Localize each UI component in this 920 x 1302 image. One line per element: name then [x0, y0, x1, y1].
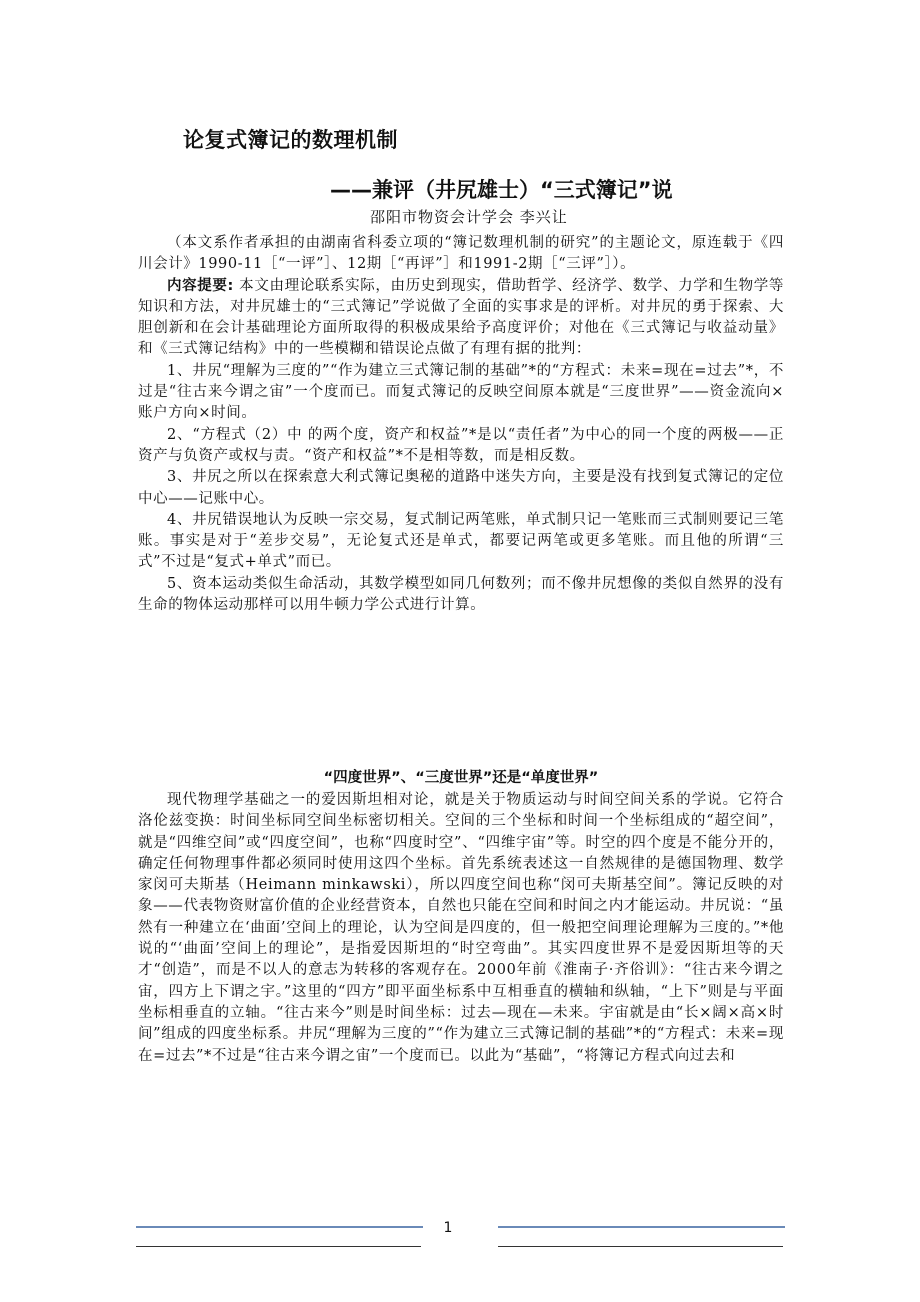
abstract-paragraph — [138, 276, 784, 361]
section-body-block — [138, 790, 784, 1067]
section-heading: “四度世界”、“三度世界”还是“单度世界” — [323, 770, 599, 786]
abstract-text: 本文由理论联系实际，由历史到现实，借助哲学、经济学、数学、力学和生物学等知识和方法，对井尻雄士的“三式簿记”学说做了全面的实事求是的评析。对井尻的勇于探索、大胆创新和在会计基础理论方面所取得的积极成果给予高度评价；对他在《三式簿记与收益动量》和《三式簿记结构》中的一些模糊和错误论点做了有理有据的批判： — [138, 277, 784, 358]
footer-rule-left-top — [136, 1226, 423, 1228]
source-note: （本文系作者承担的由湖南省科委立项的“簿记数理机制的研究”的主题论文，原连载于《四川会计》1990-11［“一评”］、12期［“再评”］和1991-2期［“三评”］）。 — [138, 235, 784, 273]
footer-rule-right-top — [498, 1226, 785, 1228]
section-paragraph: 现代物理学基础之一的爱因斯坦相对论，就是关于物质运动与时间空间关系的学说。它符合洛伦兹变换：时间坐标同空间坐标密切相关。空间的三个坐标和时间一个坐标组成的“超空间”，就是“四维空间”或“四度空间”，也称“四度时空”、“四维宇宙”等。时空的四个度是不能分开的，确定任何物理事件都必须同时使用这四个坐标。首先系统表述这一自然规律的是德国物理、数学家闵可夫斯基（Heimann minkawski），所以四度空间也称“闵可夫斯基空间”。簿记反映的对象——代表物资财富价值的企业经营资本，自然也只能在空间和时间之内才能运动。井尻说：“虽然有一种建立在‘曲面’空间上的理论，认为空间是四度的，但一般把空间理论理解为三度的。”*他说的“‘曲面’空间上的理论”，是指爱因斯坦的“时空弯曲”。其实四度世界不是爱因斯坦等的天才“创造”，而是不以人的意志为转移的客观存在。2000年前《淮南子·齐俗训》：“往古来今谓之宙，四方上下谓之宇。”这里的“四方”即平面坐标系中互相垂直的横轴和纵轴，“上下”则是与平面坐标相垂直的立轴。“往古来今”则是时间坐标：过去—现在—未来。宇宙就是由“长×阔×高×时间”组成的四度坐标系。井尻“理解为三度的”“作为建立三式簿记制的基础”*的“方程式：未来=现在=过去”*不过是“往古来今谓之宙”一个度而已。以此为“基础”，“将簿记方程式向过去和 — [138, 792, 784, 1064]
footer-rule-left-bottom — [136, 1246, 421, 1247]
document-subtitle: ——兼评（井尻雄士）“三式簿记”说 — [330, 178, 673, 202]
intro-block — [138, 233, 784, 616]
point-item: 5、资本运动类似生命活动，其数学模型如同几何数列；而不像井尻想像的类似自然界的没有生命的物体运动那样可以用牛顿力学公式进行计算。 — [138, 575, 784, 614]
author-line: 邵阳市物资会计学会 李兴让 — [370, 208, 568, 226]
point-item: 3、井尻之所以在探索意大利式簿记奥秘的道路中迷失方向，主要是没有找到复式簿记的定位中心——记账中心。 — [138, 469, 784, 507]
point-item: 2、“方程式（2）中 的两个度，资产和权益”*是以“责任者”为中心的同一个度的两极——正资产与负资产或权与责。“资产和权益”*不是相等数，而是相反数。 — [138, 426, 784, 464]
abstract-label: 内容提要: — [167, 277, 234, 294]
document-title: 论复式簿记的数理机制 — [183, 128, 398, 152]
footer-rule-right-bottom — [498, 1246, 783, 1247]
page-number: 1 — [443, 1220, 453, 1236]
point-item: 4、井尻错误地认为反映一宗交易，复式制记两笔账，单式制只记一笔账而三式制则要记三笔账。事实是对于“差步交易”，无论复式还是单式，都要记两笔或更多笔账。而且他的所谓“三式”不过是“复式+单式”而已。 — [138, 511, 784, 571]
point-item: 1、井尻“理解为三度的”“作为建立三式簿记制的基础”*的“方程式：未来=现在=过去”*，不过是“往古来今谓之宙”一个度而已。而复式簿记的反映空间原本就是“三度世界”——资金流向×账户方向×时间。 — [138, 362, 784, 422]
